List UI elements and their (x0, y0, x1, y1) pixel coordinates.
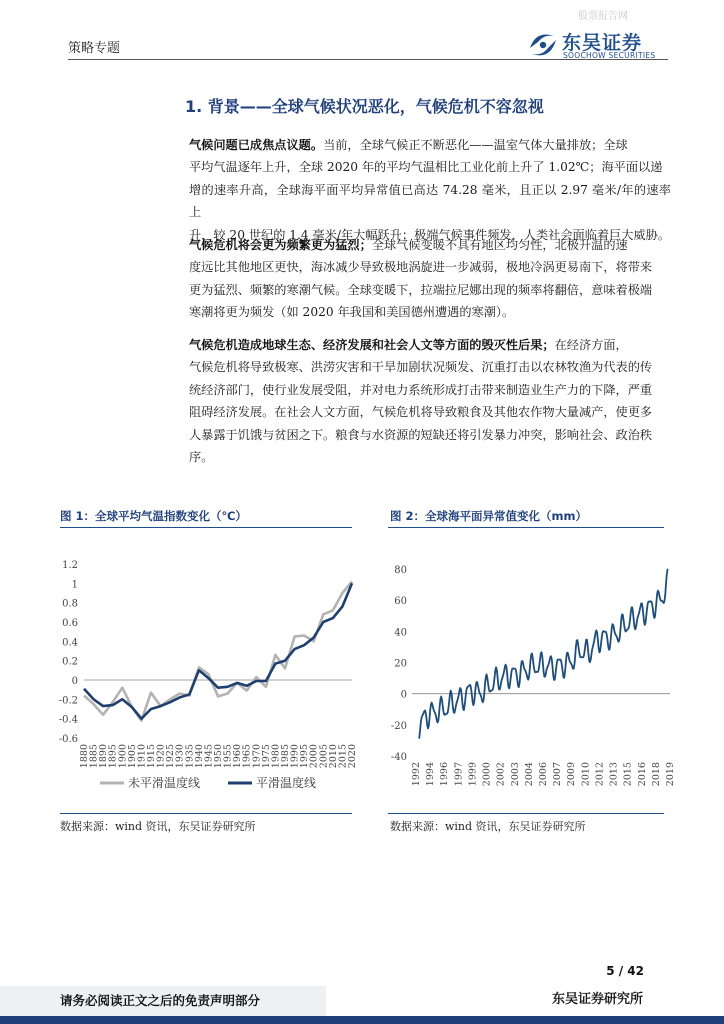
x-tick-label: 1996 (439, 762, 451, 787)
y-tick-label: -0.6 (58, 734, 78, 745)
x-tick-label: 1990 (289, 744, 301, 769)
y-tick-label: 1.2 (62, 560, 78, 571)
figure-2-title-rule (388, 527, 664, 528)
y-tick-label: -0.4 (58, 714, 78, 726)
footer-firm-name: 东吴证券研究所 (552, 992, 644, 1007)
x-tick-label: 2020 (347, 744, 358, 769)
footer-disclaimer: 请务必阅读正文之后的免责声明部分 (60, 993, 261, 1008)
y-tick-label: 0.8 (62, 598, 78, 610)
x-tick-label: 1930 (174, 744, 186, 769)
paragraph-2-lead: 气候危机将会更为频繁更为猛烈； (189, 238, 372, 252)
x-tick-label: 1940 (193, 744, 205, 769)
paragraph-2-line-4: 寒潮将更为频发（如 2020 年我国和美国德州遭遇的寒潮）。 (189, 305, 515, 320)
paragraph-3-line-4: 阻碍经济发展。在社会人文方面，气候危机将导致粮食及其他农作物大量减产，使更多 (189, 405, 653, 420)
paragraph-1-line-1: 当前，全球气候正不断恶化——温室气体大量排放；全球 (323, 138, 628, 152)
paragraph-3-line-2: 气候危机将导致极寒、洪涝灾害和干旱加剧状况频发、沉重打击以农林牧渔为代表的传 (189, 360, 653, 375)
x-tick-label: 1975 (260, 744, 272, 769)
logo-chinese-name: 东吴证券 (562, 32, 643, 54)
soochow-logo-icon (526, 28, 560, 62)
x-tick-label: 2019 (665, 762, 676, 787)
figure-2-bottom-rule (388, 813, 664, 814)
x-tick-label: 1997 (453, 762, 465, 787)
x-tick-label: 2013 (608, 762, 620, 787)
x-tick-label: 2002 (495, 762, 507, 787)
y-tick-label: 60 (394, 596, 407, 608)
y-tick-label: -40 (390, 752, 407, 763)
x-tick-label: 2000 (481, 762, 493, 787)
x-tick-label: 2015 (337, 744, 349, 769)
paragraph-3-line-5: 人暴露于饥饿与贫困之下。粮食与水资源的短缺还将引发暴力冲突，影响社会、政治秩 (189, 427, 653, 442)
x-tick-label: 1965 (241, 744, 253, 769)
x-tick-label: 2000 (308, 744, 320, 769)
x-tick-label: 1970 (251, 744, 263, 769)
watermark: 股票报告网 (578, 11, 628, 22)
x-tick-label: 1985 (280, 744, 291, 769)
y-tick-label: -20 (390, 720, 407, 732)
x-tick-label: 2016 (636, 762, 648, 787)
figure-2-chart (388, 560, 678, 800)
paragraph-2 (189, 234, 671, 324)
logo-english-name: SOOCHOW SECURITIES (563, 51, 656, 60)
figure-2-source: 数据来源：wind 资讯，东吴证券研究所 (390, 820, 586, 833)
x-tick-label: 1915 (146, 744, 157, 769)
x-tick-label: 1905 (126, 744, 138, 769)
x-tick-label: 2012 (594, 762, 606, 787)
y-tick-label: 0 (71, 676, 78, 687)
x-tick-label: 1950 (213, 744, 224, 769)
y-tick-label: 0.2 (62, 656, 78, 668)
x-tick-label: 2004 (523, 762, 535, 787)
figure-1-chart (60, 540, 356, 810)
paragraph-2-line-2: 度远比其他地区更快，海冰减少导致极地涡旋进一步减弱，极地冷涡更易南下，将带来 (189, 260, 653, 275)
x-tick-label: 1890 (98, 744, 110, 769)
figure-1-source: 数据来源：wind 资讯，东吴证券研究所 (60, 820, 256, 833)
figure-1-title: 图 1：全球平均气温指数变化（℃） (60, 509, 247, 523)
paragraph-1-lead: 气候问题已成焦点议题。 (189, 138, 324, 152)
x-tick-label: 2018 (650, 762, 662, 787)
x-tick-label: 1945 (203, 744, 215, 769)
paragraph-3-line-3: 统经济部门，使行业发展受阻，并对电力系统形成打击带来制造业生产力的下降，严重 (189, 382, 653, 397)
x-tick-label: 1900 (117, 744, 129, 769)
x-tick-label: 2009 (566, 762, 578, 787)
x-tick-label: 1955 (222, 744, 234, 769)
x-tick-label: 1880 (79, 744, 90, 769)
paragraph-1-line-2: 平均气温逐年上升，全球 2020 年的平均气温相比工业化前上升了 1.02℃；海平面以递 (189, 160, 663, 175)
x-tick-label: 2005 (318, 744, 330, 769)
figure-1-bottom-rule (60, 813, 352, 814)
y-tick-label: 0.4 (62, 637, 78, 649)
figure-2-title: 图 2：全球海平面异常值变化（mm） (390, 509, 587, 523)
x-tick-label: 1895 (107, 744, 119, 769)
paragraph-3-line-6: 序。 (189, 450, 214, 465)
paragraph-1 (189, 134, 671, 246)
smoothed-temperature-line (84, 583, 352, 718)
footer-bar (0, 1016, 724, 1024)
y-tick-label: -0.2 (58, 695, 78, 707)
paragraph-1-line-4: 升，较 20 世纪的 1.4 毫米/年大幅跃升；极端气候事件频发，人类社会面临着巨大威胁。 (189, 227, 671, 242)
x-tick-label: 2003 (509, 762, 521, 787)
x-tick-label: 2010 (327, 744, 339, 769)
legend-label-unsmoothed: 未平滑温度线 (128, 776, 201, 790)
page-number: 5 / 42 (606, 964, 644, 978)
x-tick-label: 1980 (270, 744, 282, 769)
y-tick-label: 1 (71, 579, 78, 591)
brand-logo (526, 28, 676, 62)
paragraph-3 (189, 334, 671, 468)
x-tick-label: 1995 (299, 744, 311, 769)
y-tick-label: 40 (394, 627, 407, 639)
figure-1-title-rule (60, 527, 352, 528)
x-tick-label: 1960 (232, 744, 244, 769)
x-tick-label: 1910 (136, 744, 148, 769)
paragraph-3-line-1: 在经济方面， (554, 338, 628, 352)
sea-level-anomaly-line (419, 570, 668, 739)
x-tick-label: 1992 (411, 762, 422, 787)
header-section-label: 策略专题 (68, 41, 121, 56)
y-tick-label: 20 (394, 658, 407, 670)
x-tick-label: 1885 (88, 744, 100, 769)
x-tick-label: 1994 (425, 762, 437, 787)
y-tick-label: 80 (394, 565, 407, 576)
x-tick-label: 2010 (580, 762, 592, 787)
paragraph-2-line-1: 全球气候变暖不具有地区均匀性，北极升温的速 (371, 238, 628, 252)
paragraph-3-lead: 气候危机造成地球生态、经济发展和社会人文等方面的毁灭性后果； (189, 338, 555, 352)
figure-1-legend (100, 775, 316, 790)
legend-label-smoothed: 平滑温度线 (256, 776, 317, 790)
paragraph-1-line-3: 增的速率升高，全球海平面平均异常值已高达 74.28 毫米，且正以 2.97 毫米/年的速率上 (189, 182, 671, 220)
x-tick-label: 1999 (467, 762, 479, 787)
x-tick-label: 2007 (552, 762, 564, 787)
x-tick-label: 2015 (622, 762, 634, 787)
x-tick-label: 1925 (165, 744, 177, 769)
x-tick-label: 1935 (184, 744, 196, 769)
section-title: 1. 背景——全球气候状况恶化，气候危机不容忽视 (185, 97, 544, 116)
y-tick-label: 0.6 (62, 618, 78, 629)
x-tick-label: 2006 (538, 762, 549, 787)
x-tick-label: 1920 (155, 744, 167, 769)
y-tick-label: 0 (400, 689, 407, 701)
paragraph-2-line-3: 更为猛烈、频繁的寒潮气候。全球变暖下，拉端拉尼娜出现的频率将翻倍，意味着极端 (189, 282, 653, 297)
